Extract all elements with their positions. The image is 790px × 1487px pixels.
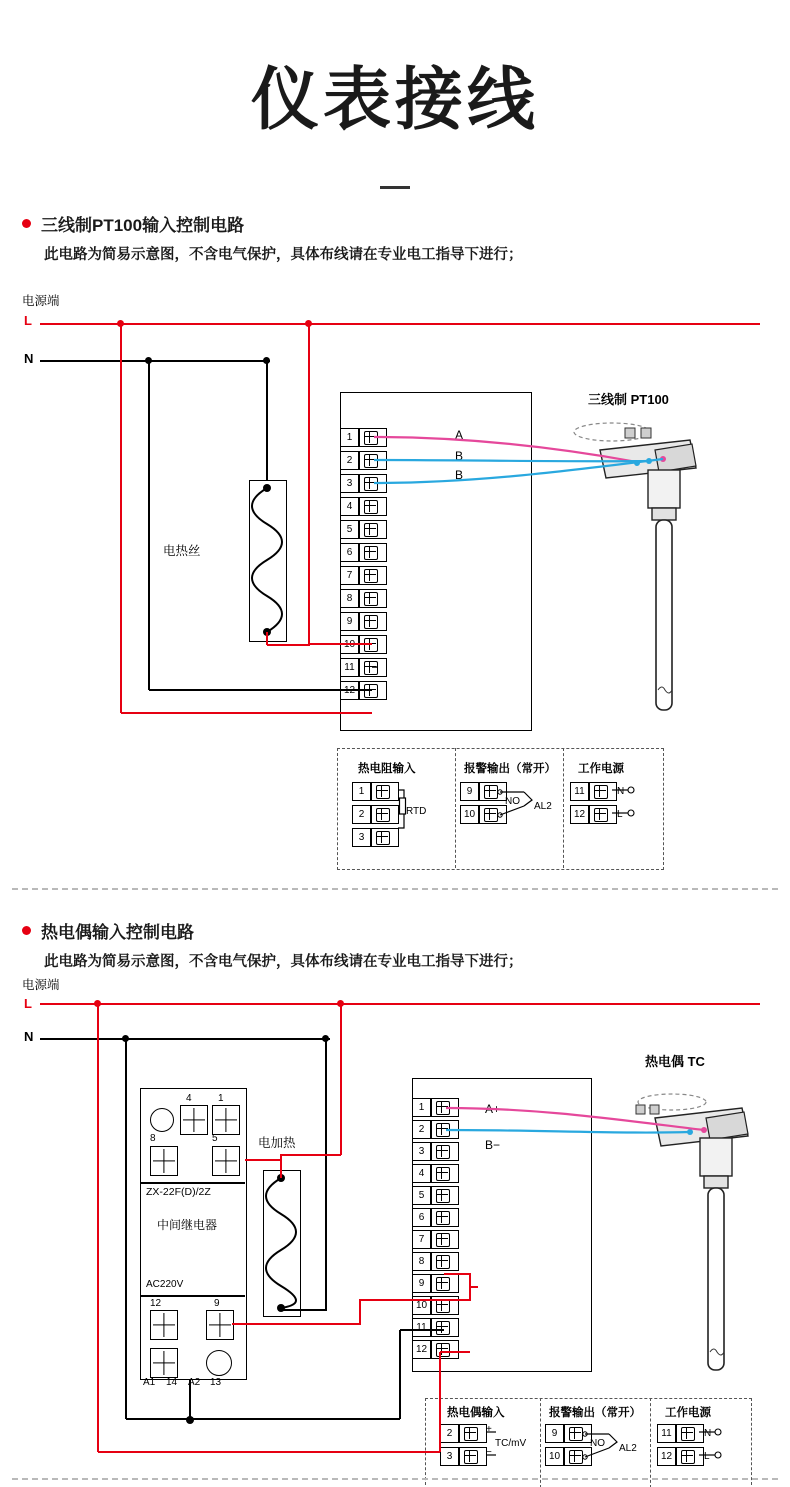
terminal-row: 12 — [657, 1447, 704, 1466]
terminal-row: 7 — [412, 1230, 459, 1249]
wire-label-aplus: A+ — [485, 1102, 501, 1116]
wire-l-drop-2 — [308, 323, 310, 646]
wire-label-a-1: A — [455, 428, 464, 442]
legend-note-no-1: NO — [505, 796, 520, 807]
terminal-row: 5 — [340, 520, 387, 539]
wire-n-drop-1 — [148, 360, 150, 690]
section-heading-pt100: 三线制PT100输入控制电路 — [22, 211, 244, 236]
terminal-row: 3 — [440, 1447, 487, 1466]
screw-terminal-icon — [431, 1296, 459, 1315]
screw-terminal-icon — [371, 805, 399, 824]
sensor-label-1: 三线制 PT100 — [588, 392, 669, 407]
heater-label-2: 电加热 — [258, 1136, 296, 1150]
screw-terminal-icon — [589, 782, 617, 801]
terminal-row: 9 — [340, 612, 387, 631]
bullet-icon — [22, 219, 31, 228]
screw-terminal-icon — [431, 1186, 459, 1205]
terminal-row: 9 — [545, 1424, 592, 1443]
screw-terminal-icon — [564, 1447, 592, 1466]
relay-indicator-icon — [150, 1108, 174, 1132]
legend-note-tcmv: TC/mV — [495, 1438, 527, 1449]
relay-divider — [140, 1295, 245, 1297]
terminal-row: 11 — [340, 658, 387, 677]
sensor-label-2: 热电偶 TC — [645, 1054, 705, 1069]
legend-caption-power-1: 工作电源 — [578, 763, 624, 775]
screw-terminal-icon — [359, 612, 387, 631]
relay-pin-screw — [212, 1105, 240, 1135]
screw-terminal-icon — [431, 1340, 459, 1359]
terminal-row: 4 — [340, 497, 387, 516]
screw-terminal-icon — [431, 1318, 459, 1337]
legend-note-no-2: NO — [590, 1438, 605, 1449]
rail-n-2 — [40, 1038, 330, 1040]
screw-terminal-icon — [431, 1208, 459, 1227]
terminal-row: 10 — [340, 635, 387, 654]
legend-note-rtd: RTD — [406, 806, 427, 817]
terminal-row: 10 — [412, 1296, 459, 1315]
terminal-row: 12 — [412, 1340, 459, 1359]
terminal-row: 9 — [460, 782, 507, 801]
screw-terminal-icon — [589, 805, 617, 824]
rail-n-1 — [40, 360, 270, 362]
wire-label-bminus: B− — [485, 1138, 501, 1152]
terminal-row: 2 — [340, 451, 387, 470]
terminal-row: 10 — [460, 805, 507, 824]
legend-separator — [455, 748, 456, 868]
screw-terminal-icon — [431, 1142, 459, 1161]
screw-terminal-icon — [359, 681, 387, 700]
terminal-row: 1 — [340, 428, 387, 447]
screw-terminal-icon — [371, 828, 399, 847]
legend-caption-alarm-2: 报警输出（常开） — [549, 1407, 641, 1419]
relay-pin-4-label: 4 — [186, 1093, 192, 1104]
line-n-label-2: N — [24, 1029, 34, 1044]
wire-label-b1-1: B — [455, 449, 464, 463]
screw-terminal-icon — [459, 1447, 487, 1466]
relay-model: ZX-22F(D)/2Z — [146, 1186, 211, 1198]
title-rule — [380, 186, 410, 189]
legend-note-n-2: N — [704, 1428, 712, 1439]
relay-pin-5-label: 5 — [212, 1133, 218, 1144]
terminal-row: 1 — [412, 1098, 459, 1117]
screw-terminal-icon — [359, 451, 387, 470]
screw-terminal-icon — [359, 658, 387, 677]
screw-terminal-icon — [459, 1424, 487, 1443]
relay-pin-screw — [150, 1348, 178, 1378]
terminal-row: 2 — [440, 1424, 487, 1443]
wire-heater-top — [266, 360, 268, 490]
legend-separator — [650, 1398, 651, 1487]
terminal-row: 9 — [412, 1274, 459, 1293]
relay-voltage: AC220V — [146, 1279, 184, 1290]
wire-heater-top-2 — [325, 1038, 327, 1172]
line-n-label-1: N — [24, 351, 34, 366]
wire-l-drop-4 — [340, 1003, 342, 1155]
relay-base-a2: A2 — [188, 1377, 201, 1388]
legend-caption-rtd: 热电阻输入 — [358, 763, 416, 775]
wire-n-drop-2 — [125, 1038, 127, 1419]
relay-divider — [140, 1182, 245, 1184]
line-l-label-2: L — [24, 996, 32, 1011]
screw-terminal-icon — [564, 1424, 592, 1443]
terminal-row: 8 — [412, 1252, 459, 1271]
bullet-icon — [22, 926, 31, 935]
terminal-row: 1 — [352, 782, 399, 801]
power-label-2: 电源端 — [22, 978, 60, 992]
section-sub-pt100: 此电路为简易示意图，不含电气保护，具体布线请在专业电工指导下进行； — [44, 247, 523, 263]
terminal-row: 3 — [412, 1142, 459, 1161]
relay-pin-9-label: 9 — [214, 1298, 220, 1309]
terminal-row: 12 — [340, 681, 387, 700]
legend-caption-tc: 热电偶输入 — [447, 1407, 505, 1419]
section-heading-tc: 热电偶输入控制电路 — [22, 918, 194, 943]
legend-separator — [563, 748, 564, 868]
relay-pin-1-label: 1 — [218, 1093, 224, 1104]
relay-indicator-icon — [206, 1350, 232, 1376]
legend-caption-alarm-1: 报警输出（常开） — [464, 763, 556, 775]
screw-terminal-icon — [479, 782, 507, 801]
legend-note-al2-2: AL2 — [619, 1443, 637, 1454]
terminal-row: 5 — [412, 1186, 459, 1205]
screw-terminal-icon — [431, 1098, 459, 1117]
screw-terminal-icon — [431, 1252, 459, 1271]
screw-terminal-icon — [676, 1447, 704, 1466]
relay-base-13: 13 — [210, 1377, 222, 1388]
legend-separator — [540, 1398, 541, 1487]
screw-terminal-icon — [479, 805, 507, 824]
screw-terminal-icon — [359, 428, 387, 447]
section-divider — [12, 888, 778, 890]
screw-terminal-icon — [431, 1120, 459, 1139]
screw-terminal-icon — [431, 1274, 459, 1293]
heater-label-1: 电热丝 — [163, 544, 201, 558]
relay-pin-12-label: 12 — [150, 1298, 162, 1309]
relay-pin-screw — [212, 1146, 240, 1176]
wire-label-b2-1: B — [455, 468, 464, 482]
relay-base-a1: A1 — [143, 1377, 156, 1388]
terminal-row: 2 — [352, 805, 399, 824]
terminal-row: 6 — [340, 543, 387, 562]
rail-l-2 — [40, 1003, 760, 1005]
terminal-row: 11 — [412, 1318, 459, 1337]
line-l-label-1: L — [24, 313, 32, 328]
screw-terminal-icon — [359, 520, 387, 539]
relay-pin-8-label: 8 — [150, 1133, 156, 1144]
relay-pin-screw — [180, 1105, 208, 1135]
screw-terminal-icon — [359, 635, 387, 654]
legend-note-l-1: L — [617, 809, 623, 820]
legend-sign-minus: − — [486, 1447, 492, 1458]
relay-base-14: 14 — [166, 1377, 178, 1388]
relay-pin-screw — [150, 1310, 178, 1340]
screw-terminal-icon — [431, 1230, 459, 1249]
legend-note-al2-1: AL2 — [534, 801, 552, 812]
legend-note-n-1: N — [617, 786, 625, 797]
terminal-row: 11 — [570, 782, 617, 801]
section-sub-tc: 此电路为简易示意图，不含电气保护，具体布线请在专业电工指导下进行； — [44, 954, 523, 970]
wire-l-drop-3 — [97, 1003, 99, 1452]
relay-pin-screw — [150, 1146, 178, 1176]
terminal-row: 3 — [352, 828, 399, 847]
relay-pin-screw — [206, 1310, 234, 1340]
legend-caption-power-2: 工作电源 — [665, 1407, 711, 1419]
legend-sign-plus: + — [486, 1424, 492, 1435]
screw-terminal-icon — [359, 543, 387, 562]
bottom-divider — [12, 1478, 778, 1480]
screw-terminal-icon — [359, 497, 387, 516]
heater-element-box — [249, 480, 287, 642]
terminal-row: 8 — [340, 589, 387, 608]
screw-terminal-icon — [676, 1424, 704, 1443]
terminal-row: 3 — [340, 474, 387, 493]
terminal-row: 11 — [657, 1424, 704, 1443]
terminal-row: 12 — [570, 805, 617, 824]
wire-l-drop-1 — [120, 323, 122, 713]
screw-terminal-icon — [431, 1164, 459, 1183]
page-title: 仪表接线 — [250, 61, 539, 140]
heater-element-box-2 — [263, 1170, 301, 1317]
relay-name: 中间继电器 — [157, 1218, 218, 1232]
screw-terminal-icon — [359, 566, 387, 585]
screw-terminal-icon — [359, 474, 387, 493]
terminal-row: 10 — [545, 1447, 592, 1466]
terminal-row: 7 — [340, 566, 387, 585]
terminal-row: 2 — [412, 1120, 459, 1139]
power-label-1: 电源端 — [22, 294, 60, 308]
legend-note-l-2: L — [704, 1451, 710, 1462]
terminal-row: 6 — [412, 1208, 459, 1227]
screw-terminal-icon — [359, 589, 387, 608]
rail-l-1 — [40, 323, 760, 325]
terminal-row: 4 — [412, 1164, 459, 1183]
screw-terminal-icon — [371, 782, 399, 801]
